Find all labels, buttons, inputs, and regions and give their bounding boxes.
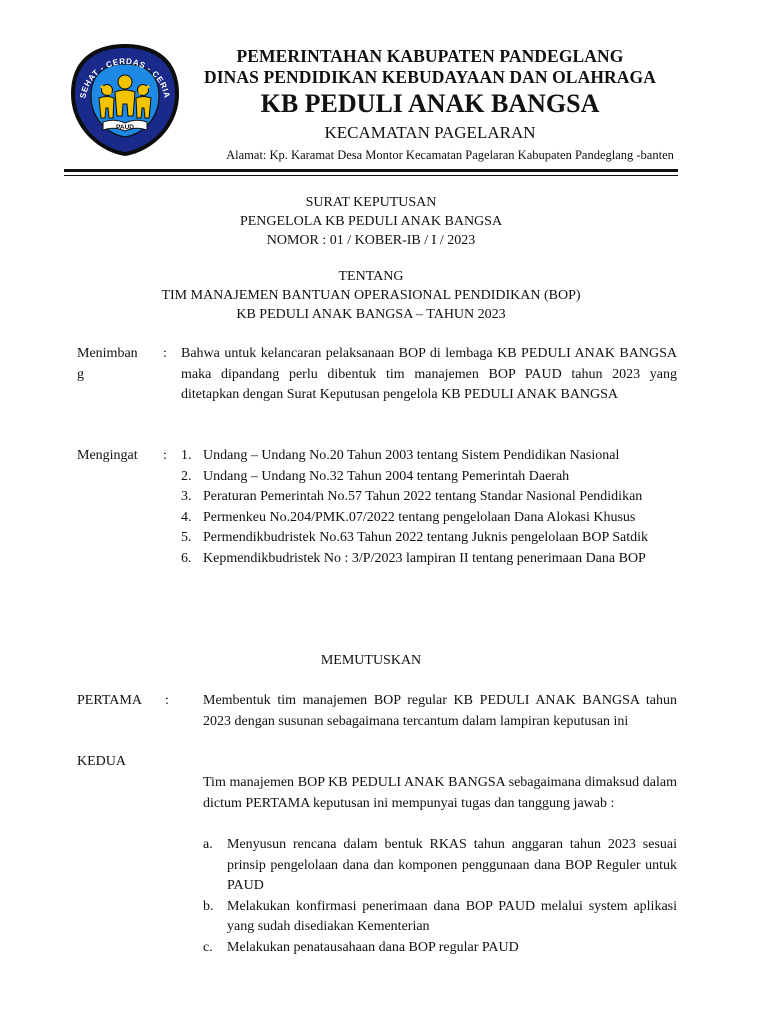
mengingat-item-number: 1. [181, 448, 192, 463]
kedua-label: KEDUA [77, 754, 126, 769]
header-address: Alamat: Kp. Karamat Desa Montor Kecamatan Pagelaran Kabupaten Pandeglang -banten [226, 148, 674, 162]
menimbang-colon: : [163, 346, 167, 361]
mengingat-label: Mengingat [77, 448, 138, 463]
mengingat-item [181, 446, 677, 467]
letterhead [190, 46, 674, 163]
mengingat-list [181, 446, 677, 569]
letterhead-rule-thin [64, 175, 678, 176]
header-line1: PEMERINTAHAN KABUPATEN PANDEGLANG [236, 46, 624, 66]
mengingat-item [181, 528, 677, 549]
logo-paud-label: PAUD [116, 124, 134, 131]
mengingat-item-text: Undang – Undang No.32 Tahun 2004 tentang Pemerintah Daerah [203, 468, 570, 484]
paud-logo [67, 42, 183, 158]
title-line3: NOMOR : 01 / KOBER-IB / I / 2023 [266, 233, 476, 248]
mengingat-item-number: 6. [181, 550, 192, 566]
kedua-item-text: Melakukan konfirmasi penerimaan dana BOP PAUD melalui system aplikasi yang sudah disediakan Kementerian [227, 898, 677, 934]
kedua-item-number: b. [203, 898, 214, 914]
kedua-item [203, 938, 677, 959]
logo-ring-text: SEHAT - CERDAS - CERIA [78, 56, 172, 100]
kedua-item [203, 835, 677, 897]
mengingat-colon: : [163, 448, 167, 463]
subject-line1: TENTANG [338, 269, 404, 284]
kedua-item-number: c. [203, 939, 213, 955]
mengingat-item-number: 4. [181, 509, 192, 525]
mengingat-item [181, 508, 677, 529]
mengingat-item-text: Permendikbudristek No.63 Tahun 2022 tentang Juknis pengelolaan BOP Satdik [203, 530, 649, 545]
pertama-label: PERTAMA [77, 693, 142, 708]
mengingat-item-text: Peraturan Pemerintah No.57 Tahun 2022 tentang Standar Nasional Pendidikan [203, 489, 643, 504]
kedua-text: Tim manajemen BOP KB PEDULI ANAK BANGSA sebagaimana dimaksud dalam dictum PERTAMA keputusan ini mempunyai tugas dan tanggung jawab : [203, 775, 677, 811]
header-line2: DINAS PENDIDIKAN KEBUDAYAAN DAN OLAHRAGA [204, 67, 656, 87]
subject-line2: TIM MANAJEMEN BANTUAN OPERASIONAL PENDIDIKAN (BOP) [161, 288, 581, 303]
title-line1: SURAT KEPUTUSAN [305, 195, 437, 210]
mengingat-item-text: Permenkeu No.204/PMK.07/2022 tentang pengelolaan Dana Alokasi Khusus [203, 509, 636, 525]
mengingat-item-number: 2. [181, 468, 192, 484]
kedua-item-text: Menyusun rencana dalam bentuk RKAS tahun anggaran tahun 2023 sesuai prinsip pengelolaan dana dan komponen penggunaan dana BOP Reguler untuk PAUD [227, 837, 677, 893]
decree-subject [64, 267, 678, 324]
menimbang-text: Bahwa untuk kelancaran pelaksanaan BOP di lembaga KB PEDULI ANAK BANGSA maka dipandang perlu dibentuk tim manajemen BOP PAUD tahun 2023 yang ditetapkan dengan Surat Keputusan pengelola KB PEDULI ANAK BANGSA [181, 346, 677, 402]
mengingat-item [181, 467, 677, 488]
header-line4: KECAMATAN PAGELARAN [324, 123, 536, 142]
kedua-item [203, 897, 677, 938]
kedua-item-number: a. [203, 837, 213, 852]
mengingat-item [181, 549, 677, 570]
mengingat-item-text: Kepmendikbudristek No : 3/P/2023 lampiran II tentang penerimaan Dana BOP [203, 550, 646, 566]
mengingat-item [181, 487, 677, 508]
mengingat-item-number: 5. [181, 530, 192, 545]
menimbang-label: Menimban g [77, 346, 138, 382]
kedua-list [203, 835, 677, 958]
mengingat-item-text: Undang – Undang No.20 Tahun 2003 tentang Sistem Pendidikan Nasional [203, 448, 620, 463]
header-line3: KB PEDULI ANAK BANGSA [260, 89, 600, 118]
memutuskan-heading: MEMUTUSKAN [320, 653, 422, 668]
letterhead-rule-thick [64, 169, 678, 172]
pertama-text: Membentuk tim manajemen BOP regular KB PEDULI ANAK BANGSA tahun 2023 dengan susunan sebagaimana tercantum dalam lampiran keputusan ini [203, 693, 677, 729]
mengingat-item-number: 3. [181, 489, 192, 504]
subject-line3: KB PEDULI ANAK BANGSA – TAHUN 2023 [236, 307, 506, 322]
pertama-colon: : [165, 693, 169, 708]
kedua-item-text: Melakukan penatausahaan dana BOP regular PAUD [227, 939, 519, 955]
decree-title [64, 193, 678, 250]
title-line2: PENGELOLA KB PEDULI ANAK BANGSA [239, 214, 503, 229]
